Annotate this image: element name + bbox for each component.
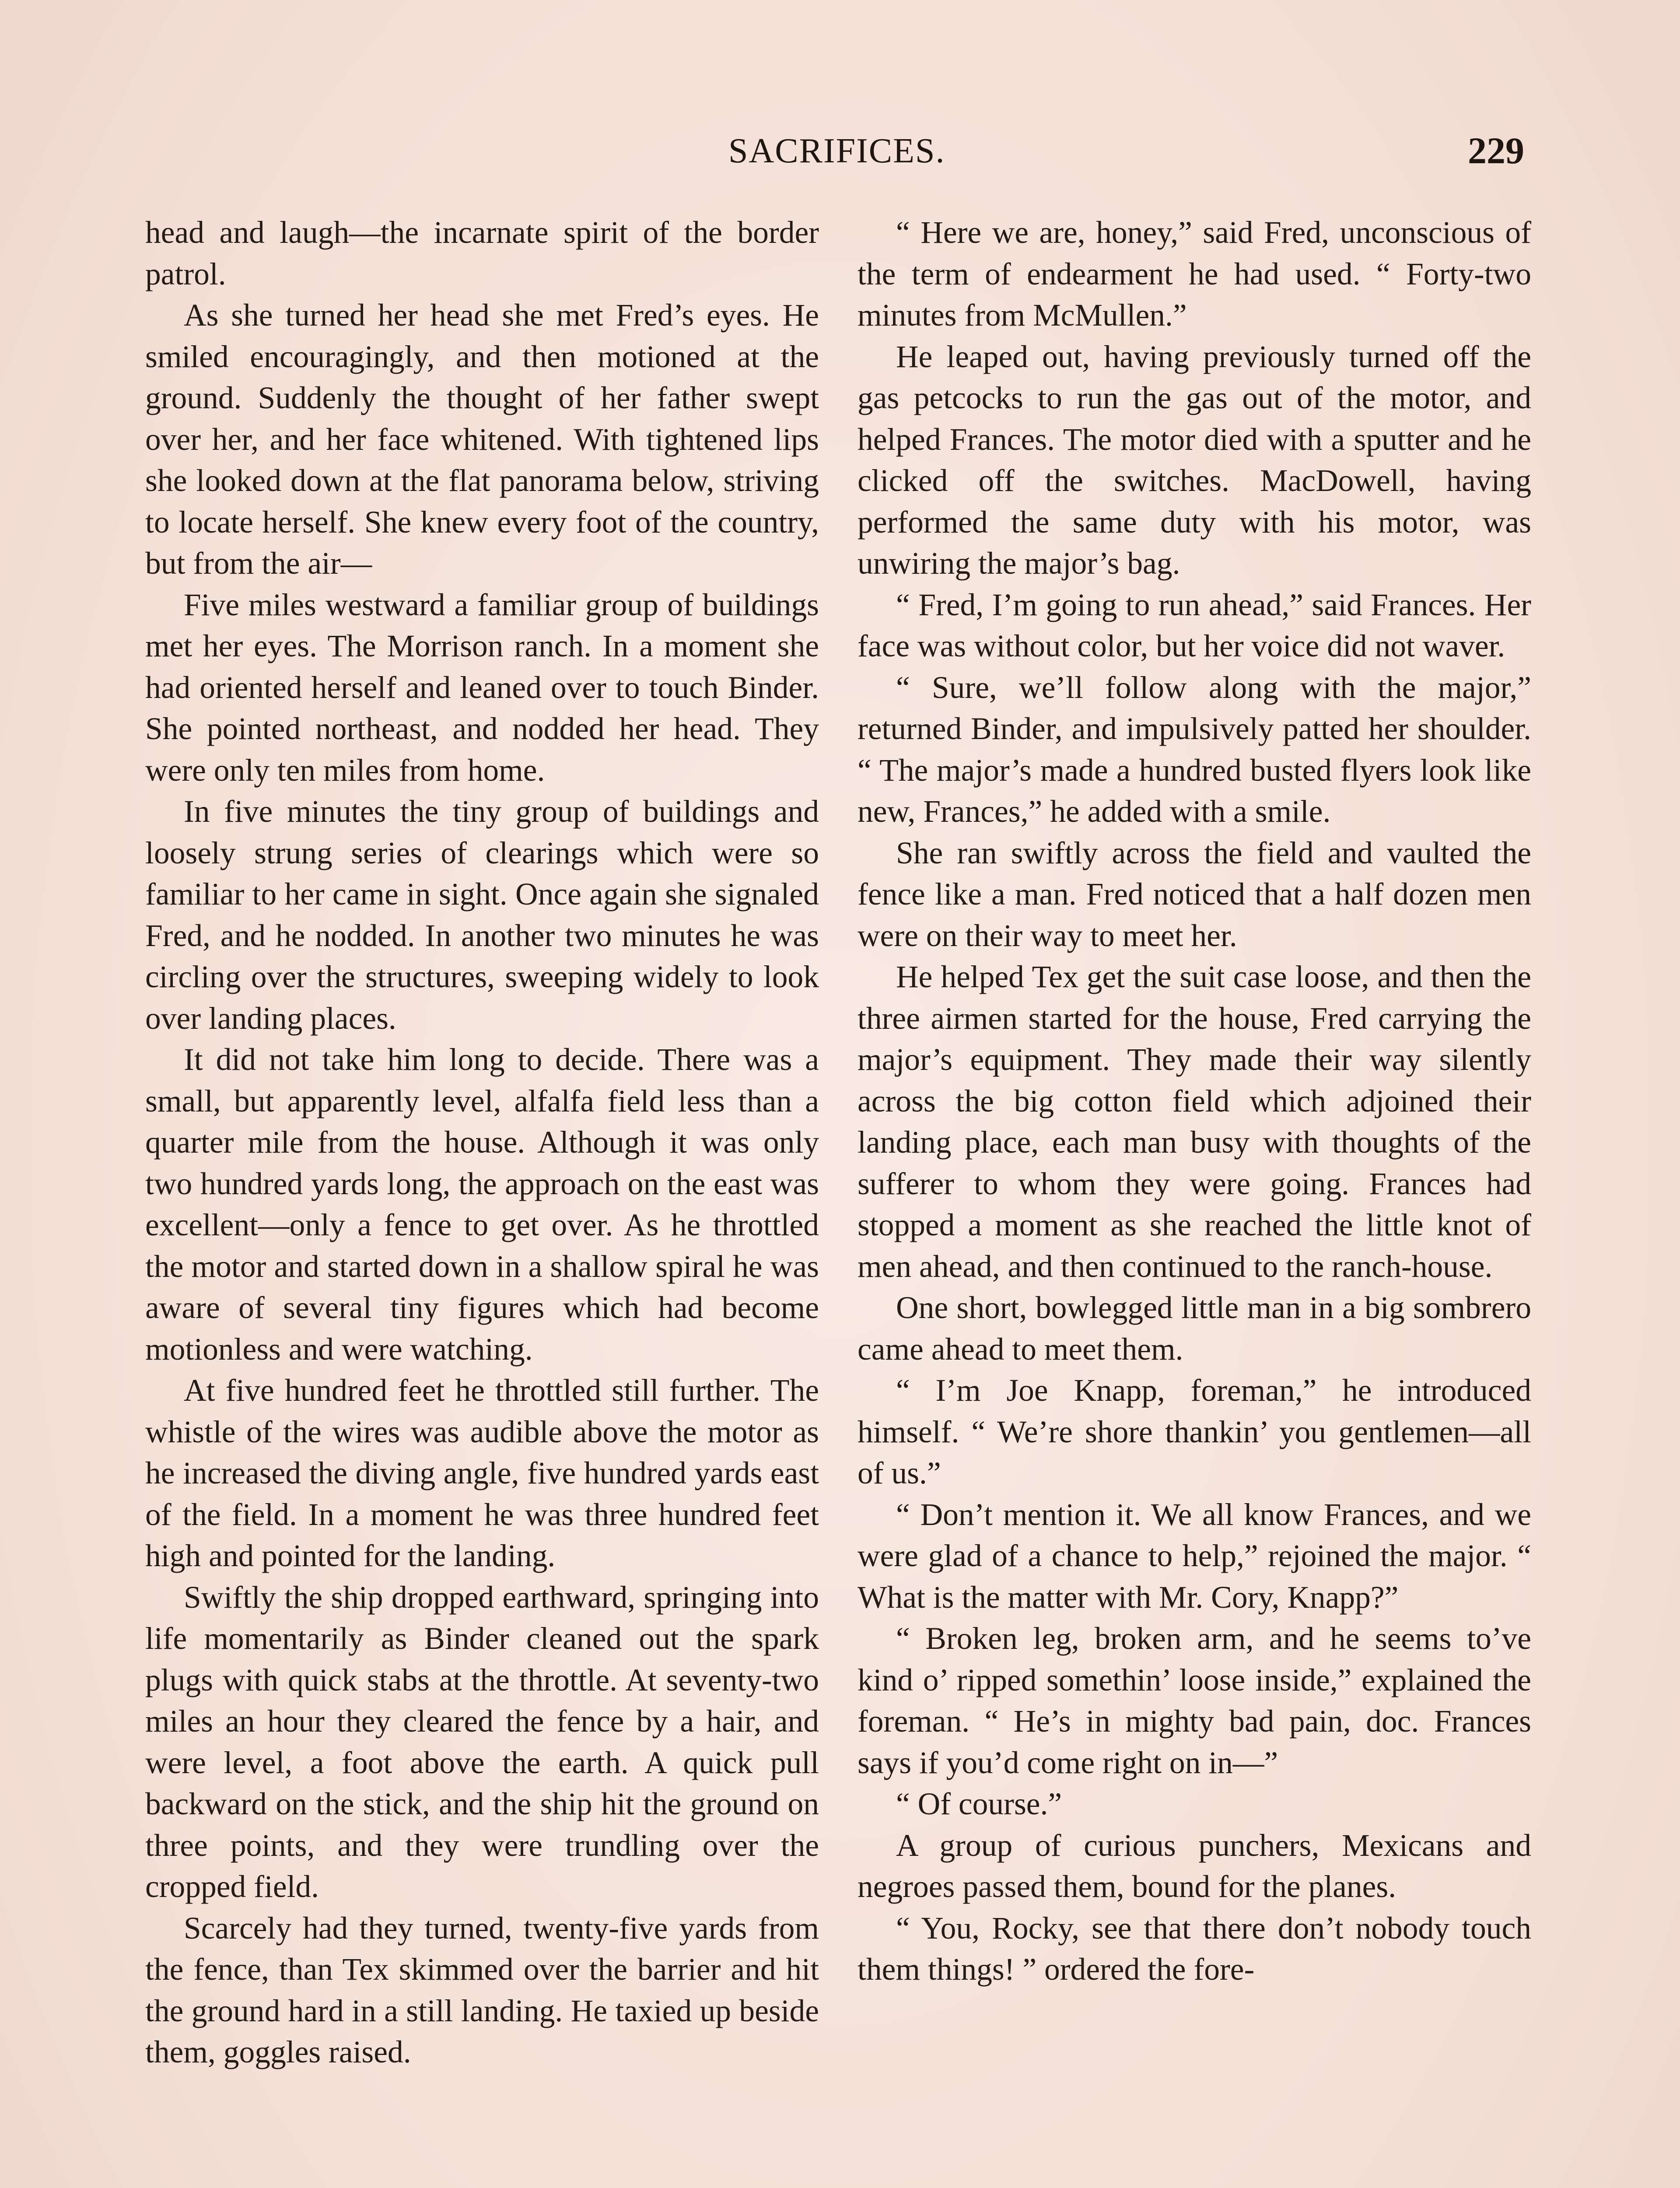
left-column: [145, 212, 819, 2073]
paragraph: A group of curious punchers, Mexicans and negroes passed them, bound for the planes.: [858, 1828, 1531, 1904]
paragraph: “ Here we are, honey,” said Fred, unconscious of the term of endearment he had used. “ Forty-two minutes from McMullen.”: [858, 215, 1531, 333]
paragraph: “ Don’t mention it. We all know Frances, and we were glad of a chance to help,” rejoined the major. “ What is the matter with Mr. Cory, Knapp?”: [858, 1497, 1531, 1615]
right-column: [858, 212, 1531, 1991]
paragraph: head and laugh—the incarnate spirit of the border patrol.: [145, 215, 819, 291]
page-number: 229: [1468, 130, 1524, 172]
paragraph: Scarcely had they turned, twenty-five yards from the fence, than Tex skimmed over the barrier and hit the ground hard in a still landing. He taxied up beside them, goggles raised.: [145, 1911, 819, 2069]
paragraph: “ Fred, I’m going to run ahead,” said Frances. Her face was without color, but her voice did not waver.: [858, 587, 1531, 663]
paragraph: He leaped out, having previously turned off the gas petcocks to run the gas out of the motor, and helped Frances. The motor died with a sputter and he clicked off the switches. MacDowell, having performed the same duty with his motor, was unwiring the major’s bag.: [858, 339, 1531, 581]
paragraph: As she turned her head she met Fred’s eyes. He smiled encouragingly, and then motioned at the ground. Suddenly the thought of her father swept over her, and her face whitened. With tightened lips she looked down at the flat panorama below, striving to locate herself. She knew every foot of the country, but from the air—: [145, 298, 819, 581]
paragraph: “ I’m Joe Knapp, foreman,” he introduced himself. “ We’re shore thankin’ you gentlemen—all of us.”: [858, 1373, 1531, 1490]
running-head-title: SACRIFICES.: [728, 132, 945, 170]
paragraph: Swiftly the ship dropped earthward, springing into life momentarily as Binder cleaned out the spark plugs with quick stabs at the throttle. At seventy-two miles an hour they cleared the fence by a hair, and were level, a foot above the earth. A quick pull backward on the stick, and the ship hit the ground on three points, and they were trundling over the cropped field.: [145, 1580, 819, 1904]
paragraph: In five minutes the tiny group of buildings and loosely strung series of clearings which were so familiar to her came in sight. Once again she signaled Fred, and he nodded. In another two minutes he was circling over the structures, sweeping widely to look over landing places.: [145, 794, 819, 1036]
paragraph: “ You, Rocky, see that there don’t nobody touch them things! ” ordered the fore-: [858, 1911, 1531, 1987]
paragraph: At five hundred feet he throttled still further. The whistle of the wires was audible above the motor as he increased the diving angle, five hundred yards east of the field. In a moment he was three hundred feet high and pointed for the landing.: [145, 1373, 819, 1573]
paragraph: She ran swiftly across the field and vaulted the fence like a man. Fred noticed that a half dozen men were on their way to meet her.: [858, 835, 1531, 953]
running-head: [0, 131, 1680, 184]
paragraph: “ Broken leg, broken arm, and he seems to’ve kind o’ ripped somethin’ loose inside,” explained the foreman. “ He’s in mighty bad pain, doc. Frances says if you’d come right on in—”: [858, 1621, 1531, 1780]
paragraph: He helped Tex get the suit case loose, and then the three airmen started for the house, Fred carrying the major’s equipment. They made their way silently across the big cotton field which adjoined their landing place, each man busy with thoughts of the sufferer to whom they were going. Frances had stopped a moment as she reached the little knot of men ahead, and then continued to the ranch-house.: [858, 960, 1531, 1284]
paragraph: “ Of course.”: [896, 1787, 1062, 1821]
paragraph: One short, bowlegged little man in a big sombrero came ahead to meet them.: [858, 1290, 1531, 1367]
paragraph: Five miles westward a familiar group of buildings met her eyes. The Morrison ranch. In a moment she had oriented herself and leaned over to touch Binder. She pointed northeast, and nodded her head. They were only ten miles from home.: [145, 587, 819, 788]
paragraph: It did not take him long to decide. There was a small, but apparently level, alfalfa field less than a quarter mile from the house. Although it was only two hundred yards long, the approach on the east was excellent—only a fence to get over. As he throttled the motor and started down in a shallow spiral he was aware of several tiny figures which had become motionless and were watching.: [145, 1042, 819, 1367]
paragraph: “ Sure, we’ll follow along with the major,” returned Binder, and impulsively patted her shoulder. “ The major’s made a hundred busted flyers look like new, Frances,” he added with a smile.: [858, 670, 1531, 829]
